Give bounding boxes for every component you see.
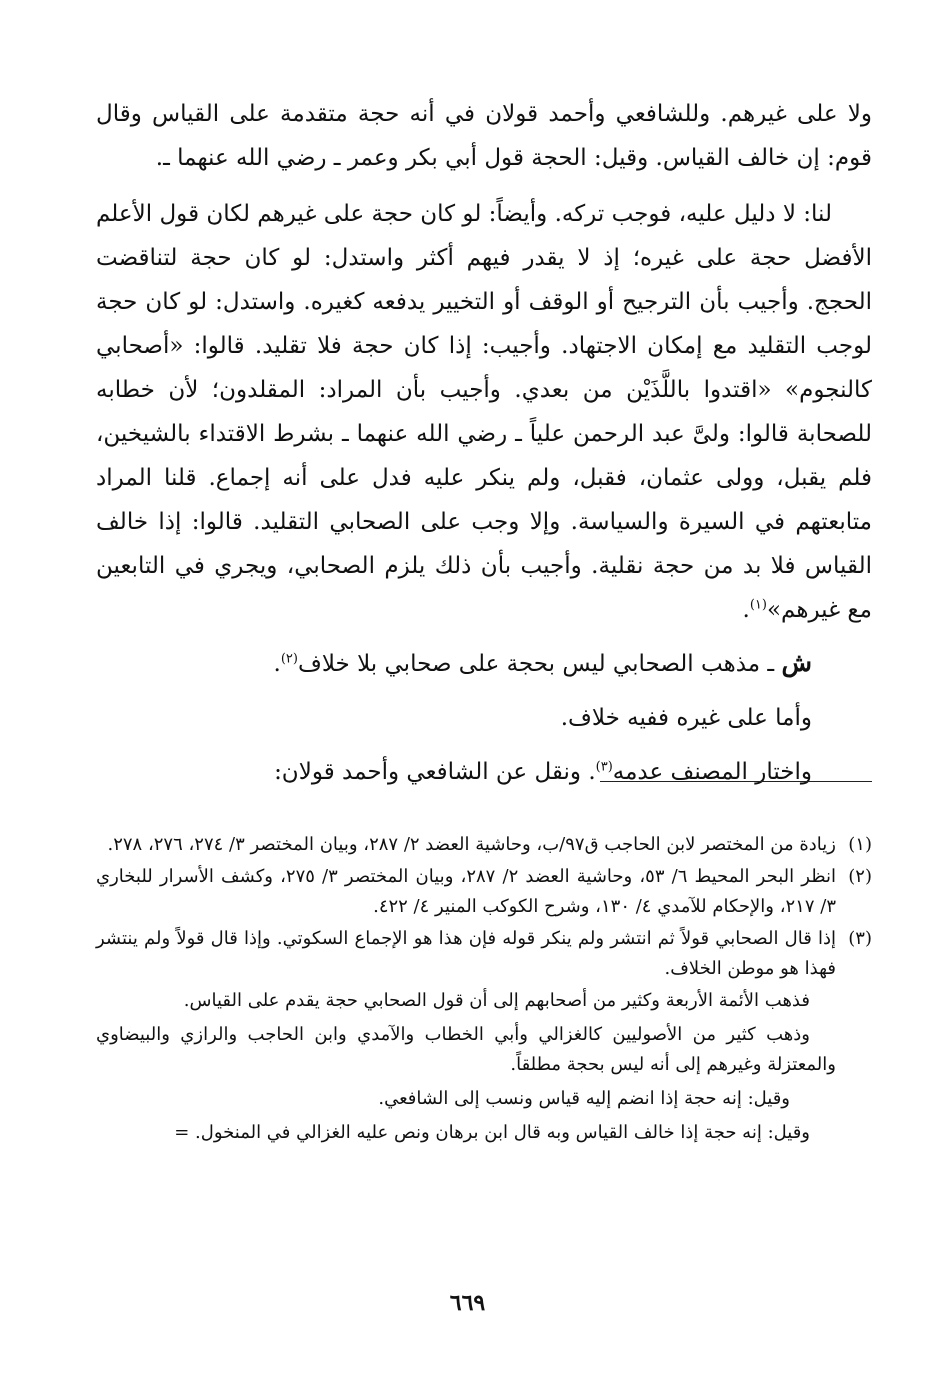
footnote-text: زيادة من المختصر لابن الحاجب ق٩٧/ب، وحاشية العضد ٢/ ٢٨٧، وبيان المختصر ٣/ ٢٧٤، ٢٧٦، ٢٧٨. [107,834,836,855]
commentary-line-2: وأما على غيره ففيه خلاف. [560,705,812,731]
footnote-ref-2[interactable]: (٢) [280,651,298,667]
matn-block [96,92,872,632]
commentary-line-3 [96,745,872,799]
argument-text: لنا: لا دليل عليه، فوجب تركه. وأيضاً: لو كان حجة على غيرهم لكان قول الأعلم الأفضل حجة على غيره؛ إذ لا يقدر فيهم أكثر واستدل: لو كان حجة لتناقضت الحجج. وأجيب بأن الترجيح أو الوقف أو التخيير يدفعه كغيره. واستدل: لو كان حجة لوجب التقليد مع إمكان الاجتهاد. وأجيب: إذا كان حجة فلا تقليد. قالوا: «أصحابي كالنجوم» «اقتدوا باللَّذَيْن من بعدي. وأجيب بأن المراد: المقلدون؛ لأن خطابه للصحابة قالوا: ولىَّ عبد الرحمن علياً ـ رضي الله عنهما ـ بشرط الاقتداء بالشيخين، فلم يقبل، وولى عثمان، فقبل، ولم ينكر عليه فدل على أنه إجماع. قلنا المراد متابعتهم في السيرة والسياسة. وإلا وجب على الصحابي التقليد. قالوا: إذا خالف القياس فلا بد من حجة نقلية. وأجيب بأن ذلك يلزم الصحابي، ويجري في التابعين مع غيرهم» [96,201,872,623]
footnote-item [96,862,872,922]
page-number: ٦٦٩ [449,1290,486,1316]
footnote-text: انظر البحر المحيط ٦/ ٥٣، وحاشية العضد ٢/ ٢٨٧، وبيان المختصر ٣/ ٢٧٥، وكشف الأسرار للبخاري ٣/ ٢١٧، والإحكام للآمدي ٤/ ١٣٠، وشرح الكوكب المنير ٤/ ٤٢٢. [96,866,836,917]
commentary-text-1: ـ مذهب الصحابي ليس بحجة على صحابي بلا خلاف [297,651,775,677]
footnote-item [96,830,872,860]
footnote-paragraph: وقيل: إنه حجة إذا انضم إليه قياس ونسب إلى الشافعي. [378,1088,790,1109]
footnotes [96,830,872,1152]
footnote-ref-3[interactable]: (٣) [595,759,613,775]
commentary-end-1: . [273,651,281,677]
argument-paragraph [96,192,872,632]
footnote-number: (١) [848,834,872,855]
commentary-line-1 [96,636,872,691]
footnote-ref-1[interactable]: (١) [749,597,767,613]
commentary-text-3a: واختار المصنف عدمه [612,759,812,785]
argument-end: . [742,597,750,623]
footnote-paragraph: فذهب الأئمة الأربعة وكثير من أصحابهم إلى أن قول الصحابي حجة يقدم على القياس. [183,990,810,1011]
intro-paragraph: ولا على غيرهم. وللشافعي وأحمد قولان في أنه حجة متقدمة على القياس وقال قوم: إن خالف القياس. وقيل: الحجة قول أبي بكر وعمر ـ رضي الله عنهما ـ. [96,101,872,171]
shin-marker: ش [781,648,812,677]
footnote-number: (٢) [848,866,872,887]
commentary-text-3b: . ونقل عن الشافعي وأحمد قولان: [274,759,596,785]
footnote-item [96,924,872,984]
footnote-paragraph: وذهب كثير من الأصوليين كالغزالي وأبي الخطاب والآمدي وابن الحاجب والرازي والبيضاوي والمعتزلة وغيرهم إلى أنه ليس بحجة مطلقاً. [96,1024,836,1075]
footnote-text: إذا قال الصحابي قولاً ثم انتشر ولم ينكر قوله فإن هذا هو الإجماع السكوتي. وإذا قال قولاً ولم ينتشر فهذا هو موطن الخلاف. [96,928,836,979]
footnote-number: (٣) [848,928,872,949]
page-body [96,92,872,799]
footnote-separator [600,781,872,782]
footnote-paragraph: وقيل: إنه حجة إذا خالف القياس وبه قال ابن برهان ونص عليه الغزالي في المنخول. = [174,1122,810,1143]
commentary-block [96,636,872,799]
